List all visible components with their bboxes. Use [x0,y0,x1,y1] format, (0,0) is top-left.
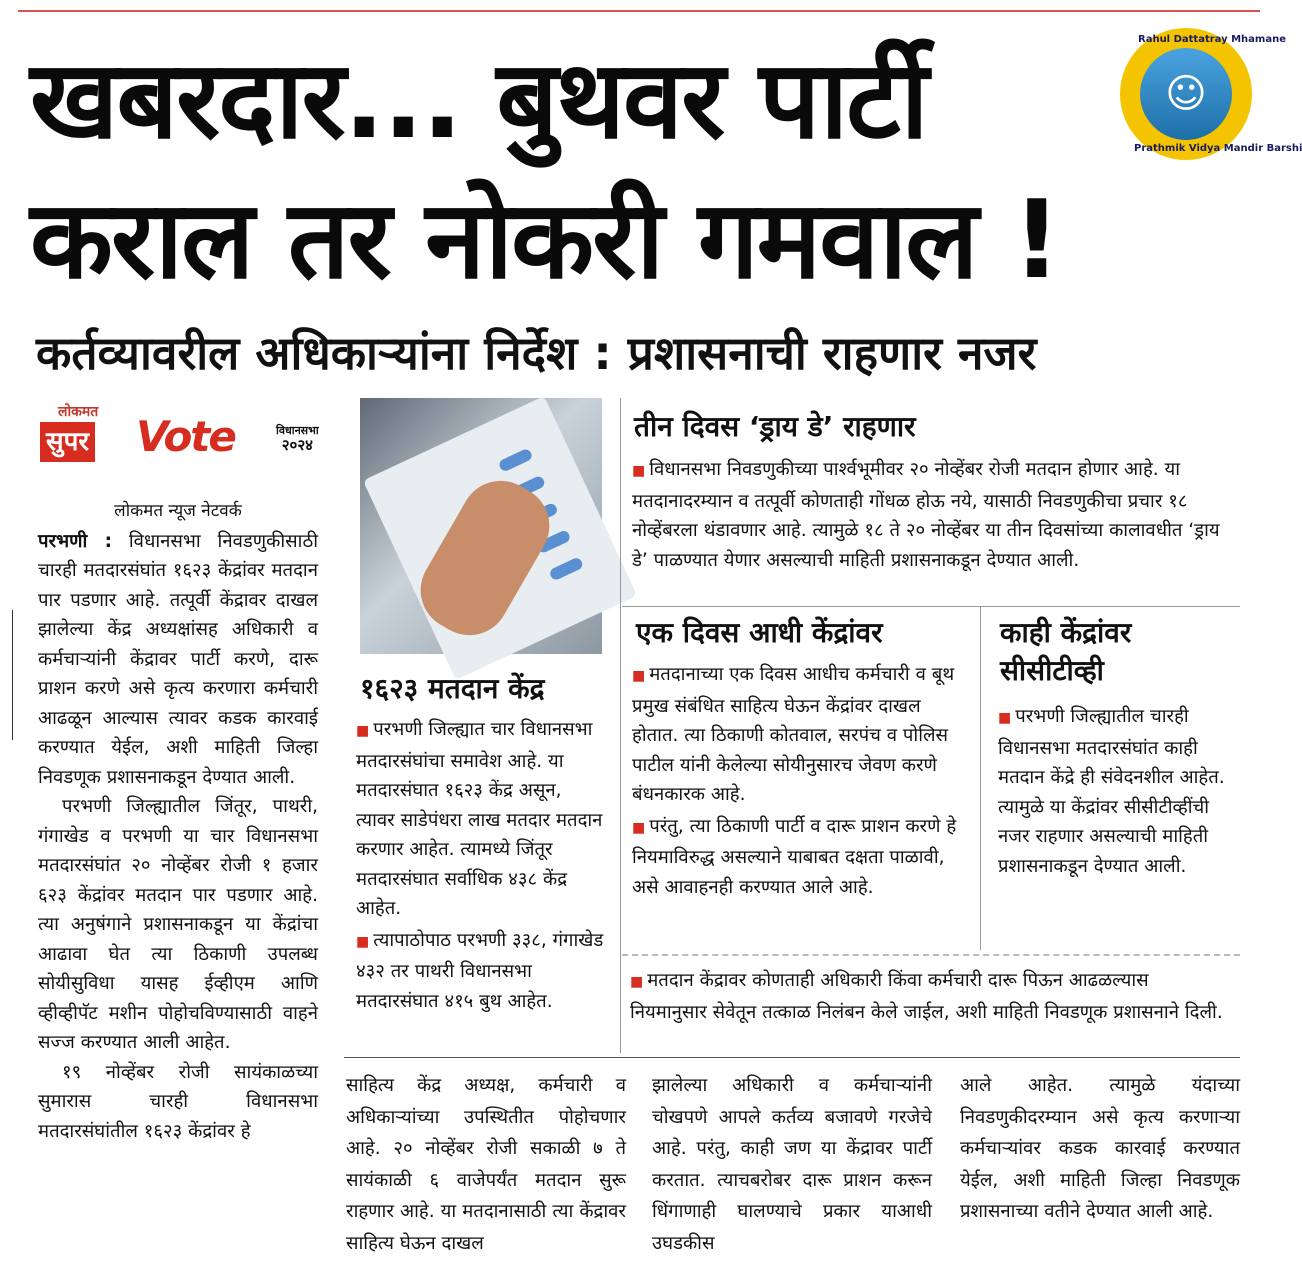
main-para-1: परभणी : विधानसभा निवडणुकीसाठी चारही मतदारसंघांत १६२३ केंद्रांवर मतदान पार पडणार आहे. तत्पूर्वी केंद्रावर दाखल झालेल्या केंद्र अध्यक्षांसह अधिकारी व कर्मचाऱ्यांनी केंद्रावर पार्टी करणे, दारू प्राशन करणे असे कृत्य करणारा कर्मचारी आढळून आल्यास त्यावर कडक कारवाई करण्यात येईल, अशी माहिती जिल्हा निवडणूक प्रशासनाकडून देण्यात आली. [38,530,318,788]
logo-brand: लोकमत [58,404,99,420]
day-before-box [632,660,972,904]
cctv-heading-2: सीसीटीव्ही [1000,654,1104,687]
centers-heading: १६२३ मतदान केंद्र [360,672,545,705]
super-vote-logo [40,402,320,472]
logo-vote: Vote [136,412,235,461]
margin-rule [12,610,13,740]
logo-year: विधानसभा २०२४ [276,424,319,454]
cctv-heading-1: काही केंद्रांवर [1000,616,1132,649]
box-divider-2 [622,954,1240,956]
headline-line-1: खबरदार... बुथवर पार्टी [30,38,927,163]
bottom-col-3: आले आहेत. त्यामुळे यंदाच्या निवडणुकीदरम्यान असे कृत्य करणाऱ्या कर्मचाऱ्यांवर कडक कारवाई करण्यात येईल, अशी माहिती जिल्हा निवडणूक प्रशासनाच्या वतीने देण्यात आली आहे. [960,1075,1240,1222]
cctv-box [998,702,1230,883]
suspension-bullet: ■ मतदान केंद्रावर कोणताही अधिकारी किंवा कर्मचारी दारू पिऊन आढळल्यास नियमानुसार सेवेतून तत्काळ निलंबन केले जाईल, अशी माहिती निवडणूक प्रशासनाने दिली. [630,970,1223,1023]
box-divider-1 [622,606,1240,607]
dry-day-box [632,455,1237,577]
author-badge [1120,28,1302,160]
headline-line-2: कराल तर नोकरी गमवाल ! [30,178,1060,303]
col-divider-2 [980,606,981,950]
day-before-bullet-2: ■ परंतु, त्या ठिकाणी पार्टी व दारू प्राशन करणे हे नियमाविरुद्ध असल्याने याबाबत दक्षता पाळावी, असे आवाहनही करण्यात आले आहे. [632,815,957,898]
main-story [38,497,318,1146]
day-before-heading: एक दिवस आधी केंद्रांवर [636,616,883,649]
day-before-bullet-1: ■ मतदानाच्या एक दिवस आधीच कर्मचारी व बूथ प्रमुख संबंधित साहित्य घेऊन केंद्रांवर दाखल होतात. त्या ठिकाणी कोतवाल, सरपंच व पोलिस पाटील यांनी केलेल्या सोयीनुसारच जेवण करणे बंधनकारक आहे. [632,664,955,805]
dry-day-bullet: ■ विधानसभा निवडणुकीच्या पार्श्वभूमीवर २० नोव्हेंबर रोजी मतदान होणार आहे. या मतदानादरम्यान व तत्पूर्वी कोणताही गोंधळ होऊ नये, यासाठी निवडणुकीचा प्रचार १८ नोव्हेंबरला थंडावणार आहे. त्यामुळे १८ ते २० नोव्हेंबर या तीन दिवसांच्या कालावधीत ‘ड्राय डे’ पाळण्यात येणार असल्याची माहिती प्रशासनाकडून देण्यात आली. [632,459,1220,571]
main-para-2: परभणी जिल्ह्यातील जिंतूर, पाथरी, गंगाखेड व परभणी या चार विधानसभा मतदारसंघांत २० नोव्हेंबर रोजी १ हजार ६२३ केंद्रांवर मतदान पार पडणार आहे. त्या अनुषंगाने प्रशासनाकडून या केंद्रांचा आढावा घेत त्या ठिकाणी उपलब्ध सोयीसुविधा यासह ईव्हीएम आणि व्हीव्हीपॅट मशीन पोहोचविण्यासाठी वाहने सज्ज करण्यात आली आहेत. [38,796,318,1053]
bottom-rule [344,1057,1240,1058]
col-divider-1 [620,398,621,1053]
logo-super: सुपर [40,422,95,462]
evm-photo [360,398,602,654]
bottom-col-1: साहित्य केंद्र अध्यक्ष, कर्मचारी व अधिकाऱ्यांच्या उपस्थितीत पोहोचणार आहे. २० नोव्हेंबर रोजी सकाळी ७ ते सायंकाळी ६ वाजेपर्यंत मतदान सुरू राहणार आहे. या मतदानासाठी त्या केंद्रावर साहित्य घेऊन दाखल [346,1075,626,1254]
byline: लोकमत न्यूज नेटवर्क [114,501,242,521]
main-para-3: १९ नोव्हेंबर रोजी सायंकाळच्या सुमारास चारही विधानसभा मतदारसंघांतील १६२३ केंद्रांवर हे [38,1061,318,1142]
badge-bottom-text: Prathmik Vidya Mandir Barshi [1134,143,1302,154]
centers-box [356,715,606,1018]
suspension-note [630,966,1230,1029]
badge-top-text: Rahul Dattatray Mhamane [1138,34,1286,45]
subheading: कर्तव्यावरील अधिकाऱ्यांना निर्देश : प्रशासनाची राहणार नजर [36,326,1037,380]
centers-bullet-1: ■ परभणी जिल्ह्यात चार विधानसभा मतदारसंघांचा समावेश आहे. या मतदारसंघात १६२३ केंद्र असून, त्यावर साडेपंधरा लाख मतदार मतदान करणार आहेत. त्यामध्ये जिंतूर मतदारसंघात सर्वाधिक ४३८ केंद्र आहेत. [356,719,603,919]
top-rule [18,10,1260,12]
cctv-bullet: ■ परभणी जिल्ह्यातील चारही विधानसभा मतदारसंघांत काही मतदान केंद्रे ही संवेदनशील आहेत. त्यामुळे या केंद्रांवर सीसीटीव्हींची नजर राहणार असल्याची माहिती प्रशासनाकडून देण्यात आली. [998,706,1225,877]
centers-bullet-2: ■ त्यापाठोपाठ परभणी ३३८, गंगाखेड ४३२ तर पाथरी विधानसभा मतदारसंघात ४१५ बुथ आहेत. [356,929,604,1012]
bottom-col-2: झालेल्या अधिकारी व कर्मचाऱ्यांनी चोखपणे आपले कर्तव्य बजावणे गरजेचे आहे. परंतु, काही जण या केंद्रावर पार्टी करतात. त्याचबरोबर दारू प्राशन करून धिंगाणाही घालण्याचे प्रकार याआधी उघडकीस [652,1075,932,1254]
dateline: परभणी : [38,530,113,552]
dry-day-heading: तीन दिवस ‘ड्राय डे’ राहणार [634,410,916,443]
avatar: ☺ [1140,48,1232,140]
